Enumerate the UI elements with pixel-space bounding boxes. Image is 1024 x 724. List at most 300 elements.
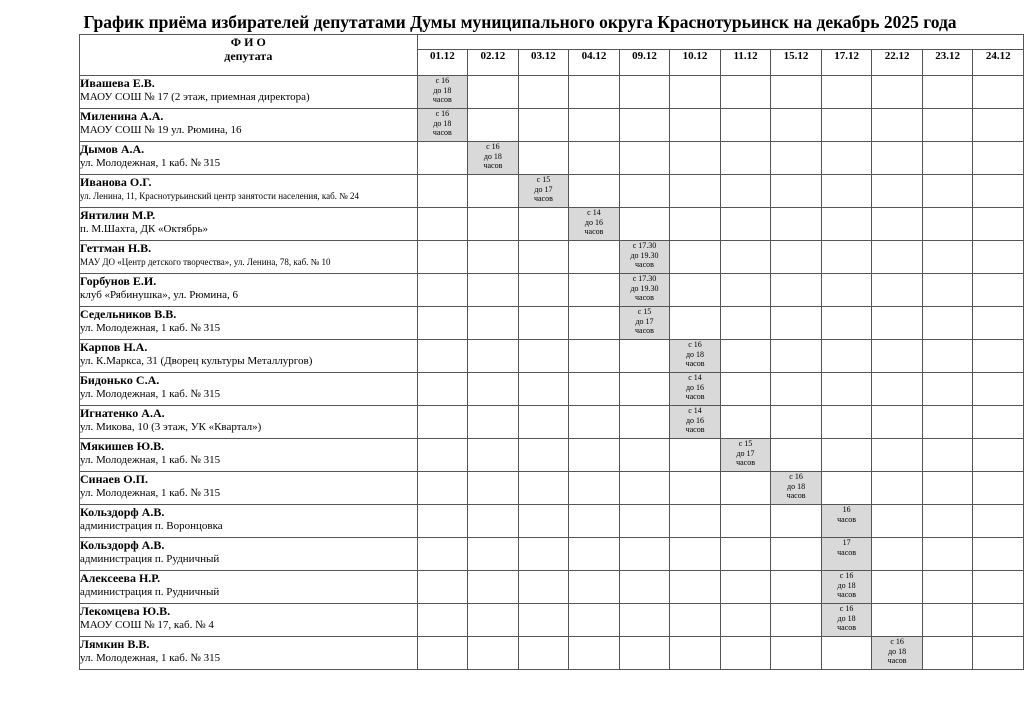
- deputy-name: Мякишев Ю.В.: [80, 439, 165, 453]
- reception-time-cell: [821, 538, 872, 571]
- reception-time-cell: [518, 175, 569, 208]
- empty-date-cell: [973, 505, 1024, 538]
- empty-date-cell: [771, 604, 822, 637]
- empty-date-cell: [771, 406, 822, 439]
- deputy-cell: [80, 208, 418, 241]
- reception-time-line: до 18: [787, 481, 806, 491]
- reception-time-line: часов: [837, 623, 857, 632]
- empty-date-cell: [518, 637, 569, 670]
- deputy-address: МАУ ДО «Центр детского творчества», ул. Ленина, 78, каб. № 10: [80, 257, 331, 267]
- empty-date-cell: [518, 472, 569, 505]
- reception-time-line: до 18: [433, 85, 452, 95]
- deputy-address: ул. Микова, 10 (3 этаж, УК «Квартал»): [80, 421, 262, 433]
- deputy-cell: [80, 175, 418, 208]
- deputy-address: ул. Молодежная, 1 каб. № 315: [80, 322, 221, 334]
- reception-time-line: часов: [533, 194, 553, 203]
- table-row: [80, 406, 1024, 439]
- deputy-address: ул. Молодежная, 1 каб. № 315: [80, 652, 221, 664]
- date-header-cell: 15.12: [771, 50, 822, 76]
- empty-date-cell: [720, 637, 771, 670]
- empty-date-cell: [872, 571, 923, 604]
- empty-date-cell: [619, 571, 670, 604]
- reception-time-line: с 16: [435, 109, 450, 118]
- reception-time-line: с 16: [789, 472, 803, 481]
- empty-date-cell: [720, 76, 771, 109]
- reception-time-cell: [670, 373, 721, 406]
- empty-date-cell: [771, 538, 822, 571]
- deputy-cell: [80, 406, 418, 439]
- empty-date-cell: [417, 406, 468, 439]
- empty-date-cell: [922, 274, 973, 307]
- empty-date-cell: [922, 604, 973, 637]
- reception-time-line: до 19.30: [630, 250, 659, 260]
- date-header-cell: 24.12: [973, 50, 1024, 76]
- deputy-name: Иванова О.Г.: [80, 175, 152, 189]
- empty-date-cell: [569, 307, 620, 340]
- reception-time-line: до 16: [584, 217, 603, 227]
- empty-date-cell: [973, 406, 1024, 439]
- empty-date-cell: [922, 241, 973, 274]
- reception-time-line: часов: [685, 425, 705, 434]
- empty-date-cell: [569, 505, 620, 538]
- empty-date-cell: [973, 175, 1024, 208]
- deputy-cell: [80, 604, 418, 637]
- empty-date-cell: [619, 373, 670, 406]
- table-row: [80, 604, 1024, 637]
- empty-date-cell: [821, 340, 872, 373]
- empty-date-cell: [821, 472, 872, 505]
- empty-date-cell: [771, 439, 822, 472]
- empty-date-cell: [417, 340, 468, 373]
- empty-date-cell: [619, 406, 670, 439]
- empty-date-cell: [872, 604, 923, 637]
- empty-date-cell: [569, 241, 620, 274]
- empty-date-cell: [872, 274, 923, 307]
- empty-date-cell: [821, 109, 872, 142]
- empty-date-cell: [518, 373, 569, 406]
- empty-date-cell: [771, 340, 822, 373]
- deputy-name: Геттман Н.В.: [80, 241, 152, 255]
- empty-date-cell: [670, 175, 721, 208]
- empty-date-cell: [670, 307, 721, 340]
- reception-time-line: до 18: [685, 349, 705, 359]
- empty-date-cell: [619, 208, 670, 241]
- empty-date-cell: [619, 175, 670, 208]
- empty-date-cell: [468, 274, 519, 307]
- empty-date-cell: [872, 175, 923, 208]
- reception-time-line: с 16: [435, 76, 450, 85]
- table-row: [80, 76, 1024, 109]
- fio-header-line1: Ф И О: [230, 35, 266, 49]
- reception-time-line: до 18: [433, 118, 452, 128]
- deputy-address: администрация п. Воронцовка: [80, 520, 223, 532]
- empty-date-cell: [922, 142, 973, 175]
- empty-date-cell: [518, 76, 569, 109]
- deputy-address: ул. Молодежная, 1 каб. № 315: [80, 157, 221, 169]
- empty-date-cell: [468, 307, 519, 340]
- deputy-name: Дымов А.А.: [80, 142, 145, 156]
- empty-date-cell: [468, 505, 519, 538]
- empty-date-cell: [720, 208, 771, 241]
- empty-date-cell: [973, 571, 1024, 604]
- empty-date-cell: [872, 142, 923, 175]
- empty-date-cell: [872, 373, 923, 406]
- empty-date-cell: [973, 274, 1024, 307]
- empty-date-cell: [771, 274, 822, 307]
- empty-date-cell: [619, 109, 670, 142]
- reception-time-cell: [670, 340, 721, 373]
- empty-date-cell: [619, 340, 670, 373]
- reception-time-line: до 18: [837, 580, 856, 590]
- empty-date-cell: [569, 406, 620, 439]
- empty-date-cell: [771, 571, 822, 604]
- empty-date-cell: [417, 142, 468, 175]
- empty-date-cell: [922, 637, 973, 670]
- empty-date-cell: [518, 571, 569, 604]
- table-row: [80, 307, 1024, 340]
- date-header-cell: 09.12: [619, 50, 670, 76]
- deputy-address: ул. Молодежная, 1 каб. № 315: [80, 388, 221, 400]
- empty-date-cell: [569, 274, 620, 307]
- empty-date-cell: [417, 307, 468, 340]
- empty-date-cell: [973, 604, 1024, 637]
- empty-date-cell: [771, 307, 822, 340]
- deputy-cell: [80, 505, 418, 538]
- empty-date-cell: [973, 439, 1024, 472]
- empty-date-cell: [569, 439, 620, 472]
- reception-time-line: с 16: [890, 637, 904, 646]
- empty-date-cell: [468, 175, 519, 208]
- empty-date-cell: [518, 307, 569, 340]
- empty-date-cell: [771, 373, 822, 406]
- empty-date-cell: [518, 604, 569, 637]
- empty-date-cell: [417, 175, 468, 208]
- empty-date-cell: [569, 175, 620, 208]
- empty-date-cell: [670, 538, 721, 571]
- empty-date-cell: [569, 571, 620, 604]
- deputy-cell: [80, 571, 418, 604]
- deputy-cell: [80, 472, 418, 505]
- table-row: [80, 439, 1024, 472]
- empty-date-cell: [973, 142, 1024, 175]
- deputy-name: Горбунов Е.И.: [80, 274, 157, 288]
- empty-date-cell: [973, 373, 1024, 406]
- empty-date-cell: [922, 307, 973, 340]
- reception-time-line: часов: [736, 458, 755, 467]
- empty-date-cell: [922, 208, 973, 241]
- empty-date-cell: [720, 571, 771, 604]
- table-row: [80, 274, 1024, 307]
- reception-time-line: часов: [584, 227, 604, 236]
- empty-date-cell: [872, 241, 923, 274]
- deputy-address: МАОУ СОШ № 17 (2 этаж, приемная директора): [80, 91, 310, 103]
- empty-date-cell: [619, 76, 670, 109]
- deputy-name: Янтилин М.Р.: [80, 208, 156, 222]
- empty-date-cell: [468, 76, 519, 109]
- reception-time-line: с 14: [688, 373, 702, 382]
- empty-date-cell: [417, 241, 468, 274]
- empty-date-cell: [468, 538, 519, 571]
- empty-date-cell: [468, 571, 519, 604]
- deputy-name: Карпов Н.А.: [80, 340, 148, 354]
- empty-date-cell: [720, 241, 771, 274]
- reception-time-line: часов: [786, 491, 806, 500]
- fio-header-line2: депутата: [224, 49, 273, 63]
- deputy-address: МАОУ СОШ № 19 ул. Рюмина, 16: [80, 124, 242, 136]
- empty-date-cell: [417, 472, 468, 505]
- deputy-name: Лекомцева Ю.В.: [80, 604, 171, 618]
- empty-date-cell: [872, 538, 923, 571]
- deputy-name: Кольздорф А.В.: [80, 505, 165, 519]
- table-row: [80, 637, 1024, 670]
- empty-date-cell: [569, 340, 620, 373]
- reception-time-line: 17: [842, 538, 851, 547]
- empty-date-cell: [720, 505, 771, 538]
- reception-time-line: с 15: [738, 439, 753, 448]
- empty-date-cell: [720, 142, 771, 175]
- empty-date-cell: [720, 340, 771, 373]
- reception-time-line: часов: [635, 293, 654, 302]
- empty-date-cell: [821, 307, 872, 340]
- table-row: [80, 472, 1024, 505]
- empty-date-cell: [720, 274, 771, 307]
- reception-time-line: часов: [837, 547, 857, 557]
- table-row: [80, 373, 1024, 406]
- table-row: [80, 571, 1024, 604]
- table-row: [80, 241, 1024, 274]
- empty-date-cell: [922, 505, 973, 538]
- empty-date-cell: [468, 472, 519, 505]
- empty-date-cell: [973, 472, 1024, 505]
- empty-date-cell: [872, 406, 923, 439]
- empty-date-cell: [872, 208, 923, 241]
- reception-time-line: часов: [837, 514, 857, 524]
- date-header-cell: 03.12: [518, 50, 569, 76]
- deputy-cell: [80, 109, 418, 142]
- reception-time-line: часов: [887, 656, 907, 665]
- empty-date-cell: [821, 637, 872, 670]
- empty-date-cell: [569, 604, 620, 637]
- empty-date-cell: [670, 637, 721, 670]
- empty-date-cell: [670, 571, 721, 604]
- empty-date-cell: [922, 373, 973, 406]
- empty-date-cell: [670, 472, 721, 505]
- reception-time-cell: [771, 472, 822, 505]
- table-row: [80, 175, 1024, 208]
- empty-date-cell: [973, 538, 1024, 571]
- deputy-cell: [80, 241, 418, 274]
- empty-date-cell: [569, 76, 620, 109]
- empty-date-cell: [872, 76, 923, 109]
- empty-date-cell: [771, 175, 822, 208]
- empty-date-cell: [468, 241, 519, 274]
- empty-date-cell: [922, 472, 973, 505]
- empty-date-cell: [468, 109, 519, 142]
- empty-date-cell: [872, 109, 923, 142]
- empty-date-cell: [518, 340, 569, 373]
- empty-date-cell: [973, 307, 1024, 340]
- empty-date-cell: [417, 538, 468, 571]
- empty-date-cell: [468, 637, 519, 670]
- empty-date-cell: [821, 373, 872, 406]
- empty-date-cell: [922, 175, 973, 208]
- reception-time-cell: [619, 274, 670, 307]
- deputy-name: Бидонько С.А.: [80, 373, 160, 387]
- empty-date-cell: [821, 208, 872, 241]
- empty-date-cell: [619, 538, 670, 571]
- empty-date-cell: [973, 340, 1024, 373]
- reception-time-line: до 16: [685, 382, 705, 392]
- deputy-address: ул. К.Маркса, 31 (Дворец культуры Металлургов): [80, 355, 313, 367]
- reception-time-line: до 17: [736, 448, 755, 458]
- reception-time-cell: [619, 307, 670, 340]
- empty-date-cell: [821, 274, 872, 307]
- deputy-name: Синаев О.П.: [80, 472, 148, 486]
- reception-time-cell: [821, 604, 872, 637]
- deputy-name: Игнатенко А.А.: [80, 406, 165, 420]
- deputy-cell: [80, 439, 418, 472]
- empty-date-cell: [821, 142, 872, 175]
- reception-time-cell: [619, 241, 670, 274]
- empty-date-cell: [720, 604, 771, 637]
- deputy-address: ул. Молодежная, 1 каб. № 315: [80, 487, 221, 499]
- reception-time-line: с 17.30: [632, 274, 657, 283]
- reception-time-cell: [821, 571, 872, 604]
- reception-time-line: часов: [483, 161, 503, 170]
- empty-date-cell: [619, 637, 670, 670]
- reception-time-line: с 17.30: [632, 241, 657, 250]
- table-row: [80, 208, 1024, 241]
- empty-date-cell: [922, 406, 973, 439]
- reception-time-line: 16: [842, 505, 851, 514]
- empty-date-cell: [417, 274, 468, 307]
- date-header-cell: 17.12: [821, 50, 872, 76]
- reception-time-line: с 14: [688, 406, 702, 415]
- empty-date-cell: [973, 76, 1024, 109]
- deputy-name: Алексеева Н.Р.: [80, 571, 161, 585]
- empty-date-cell: [468, 406, 519, 439]
- reception-time-cell: [417, 109, 468, 142]
- empty-date-cell: [720, 373, 771, 406]
- page-title: График приёма избирателей депутатами Думы муниципального округа Краснотурьинск на декабрь 2025 года: [83, 12, 957, 32]
- reception-time-line: часов: [837, 590, 857, 599]
- empty-date-cell: [821, 241, 872, 274]
- empty-date-cell: [518, 538, 569, 571]
- empty-date-cell: [569, 142, 620, 175]
- deputy-address: клуб «Рябинушка», ул. Рюмина, 6: [80, 289, 239, 301]
- empty-date-cell: [468, 604, 519, 637]
- empty-date-cell: [922, 439, 973, 472]
- empty-date-cell: [670, 241, 721, 274]
- empty-date-cell: [417, 505, 468, 538]
- empty-date-cell: [518, 505, 569, 538]
- empty-date-cell: [619, 472, 670, 505]
- empty-date-cell: [821, 406, 872, 439]
- reception-time-line: до 18: [837, 613, 856, 623]
- empty-date-cell: [468, 373, 519, 406]
- date-header-cell: 01.12: [417, 50, 468, 76]
- reception-time-line: с 16: [839, 604, 854, 613]
- empty-date-cell: [670, 109, 721, 142]
- empty-date-cell: [670, 76, 721, 109]
- reception-time-line: с 14: [587, 208, 601, 217]
- empty-date-cell: [619, 142, 670, 175]
- deputy-cell: [80, 340, 418, 373]
- deputy-name: Ивашева Е.В.: [80, 76, 155, 90]
- deputy-cell: [80, 307, 418, 340]
- fio-header: [80, 35, 418, 76]
- reception-time-line: часов: [635, 326, 654, 335]
- empty-date-cell: [821, 76, 872, 109]
- reception-time-line: часов: [685, 392, 705, 401]
- empty-date-cell: [417, 373, 468, 406]
- empty-date-cell: [720, 175, 771, 208]
- empty-date-cell: [569, 109, 620, 142]
- reception-time-line: с 16: [688, 340, 702, 349]
- date-header-cell: 23.12: [922, 50, 973, 76]
- empty-date-cell: [720, 307, 771, 340]
- date-header-cell: 11.12: [720, 50, 771, 76]
- reception-schedule-table: [79, 34, 1024, 670]
- empty-date-cell: [872, 340, 923, 373]
- empty-date-cell: [670, 142, 721, 175]
- empty-date-cell: [569, 637, 620, 670]
- table-row: [80, 109, 1024, 142]
- empty-date-cell: [569, 538, 620, 571]
- header-row-top: [80, 35, 1024, 50]
- deputy-name: Кольздорф А.В.: [80, 538, 165, 552]
- empty-date-cell: [468, 439, 519, 472]
- empty-date-cell: [720, 109, 771, 142]
- reception-time-line: часов: [432, 128, 452, 137]
- deputy-address: МАОУ СОШ № 17, каб. № 4: [80, 619, 214, 631]
- reception-time-cell: [569, 208, 620, 241]
- table-row: [80, 340, 1024, 373]
- empty-date-cell: [771, 241, 822, 274]
- empty-date-cell: [518, 241, 569, 274]
- deputy-address: п. М.Шахта, ДК «Октябрь»: [80, 223, 209, 235]
- reception-time-cell: [821, 505, 872, 538]
- deputy-address: администрация п. Рудничный: [80, 553, 220, 565]
- reception-time-line: часов: [635, 260, 654, 269]
- empty-date-cell: [417, 637, 468, 670]
- date-header-cell: 10.12: [670, 50, 721, 76]
- deputy-cell: [80, 373, 418, 406]
- empty-date-cell: [619, 505, 670, 538]
- empty-date-cell: [771, 637, 822, 670]
- empty-date-cell: [821, 439, 872, 472]
- empty-date-cell: [619, 439, 670, 472]
- empty-date-cell: [518, 142, 569, 175]
- empty-date-cell: [973, 241, 1024, 274]
- empty-date-cell: [569, 373, 620, 406]
- reception-time-line: до 19.30: [630, 283, 659, 293]
- empty-date-cell: [872, 439, 923, 472]
- date-header-cell: 22.12: [872, 50, 923, 76]
- deputy-cell: [80, 538, 418, 571]
- reception-time-cell: [872, 637, 923, 670]
- deputy-address: администрация п. Рудничный: [80, 586, 220, 598]
- table-row: [80, 538, 1024, 571]
- reception-time-line: с 15: [536, 175, 551, 184]
- deputy-cell: [80, 76, 418, 109]
- empty-date-cell: [670, 604, 721, 637]
- empty-date-cell: [922, 340, 973, 373]
- reception-time-line: с 15: [637, 307, 652, 316]
- empty-date-cell: [670, 439, 721, 472]
- empty-date-cell: [619, 604, 670, 637]
- reception-time-line: до 18: [483, 151, 502, 161]
